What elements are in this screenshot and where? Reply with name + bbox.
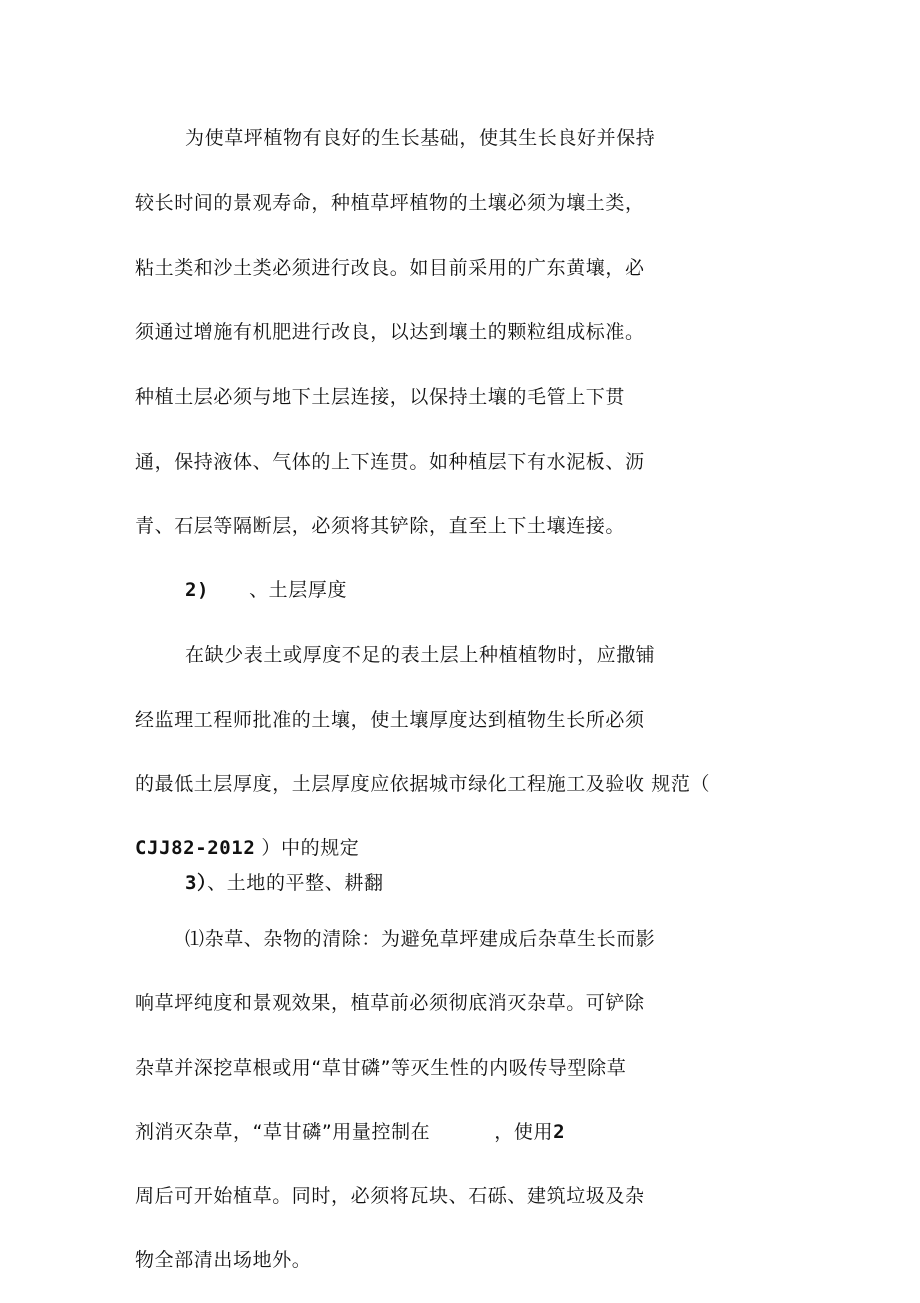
paragraph-line: 较长时间的景观寿命，种植草坪植物的土壤必须为壤土类， [135, 192, 645, 214]
heading-number: 2) [185, 579, 210, 601]
paragraph-text: ）中的规定 [261, 837, 360, 859]
paragraph-line: 青、石层等隔断层，必须将其铲除，直至上下土壤连接。 [135, 515, 626, 537]
section-heading-2 [185, 578, 347, 602]
heading-title: 、土地的平整、耕翻 [207, 872, 384, 894]
paragraph-line: 响草坪纯度和景观效果，植草前必须彻底消灭杂草。可铲除 [135, 992, 645, 1014]
paragraph-line: 粘土类和沙土类必须进行改良。如目前采用的广东黄壤，必 [135, 257, 645, 279]
heading-number: 3） [185, 872, 208, 894]
paragraph-line: 种植土层必须与地下土层连接，以保持土壤的毛管上下贯 [135, 386, 626, 408]
paragraph-line: 须通过增施有机肥进行改良，以达到壤土的颗粒组成标准。 [135, 321, 645, 343]
paragraph-line: 的最低土层厚度，土层厚度应依据城市绿化工程施工及验收 规范（ [135, 773, 711, 795]
paragraph-text: ，使用 [494, 1121, 554, 1143]
paragraph-text: 剂消灭杂草，“草甘磷”用量控制在 [135, 1121, 431, 1143]
paragraph-line: 经监理工程师批准的土壤，使土壤厚度达到植物生长所必须 [135, 709, 645, 731]
paragraph-line [135, 836, 359, 860]
paragraph-line: 在缺少表土或厚度不足的表土层上种植植物时，应撒铺 [185, 644, 656, 666]
paragraph-line: ⑴杂草、杂物的清除：为避免草坪建成后杂草生长而影 [185, 928, 656, 950]
paragraph-line: 周后可开始植草。同时，必须将瓦块、石砾、建筑垃圾及杂 [135, 1185, 645, 1207]
heading-title: 、土层厚度 [249, 579, 348, 601]
paragraph-line [135, 1120, 565, 1144]
weeks-number: 2 [553, 1121, 566, 1143]
standard-code: CJJ82-2012 [135, 837, 256, 859]
paragraph-line: 为使草坪植物有良好的生长基础，使其生长良好并保持 [185, 127, 656, 149]
paragraph-line: 通，保持液体、气体的上下连贯。如种植层下有水泥板、沥 [135, 451, 645, 473]
paragraph-line: 杂草并深挖草根或用“草甘磷”等灭生性的内吸传导型除草 [135, 1057, 627, 1079]
paragraph-line: 物全部清出场地外。 [135, 1249, 312, 1271]
section-heading-3 [185, 871, 384, 895]
